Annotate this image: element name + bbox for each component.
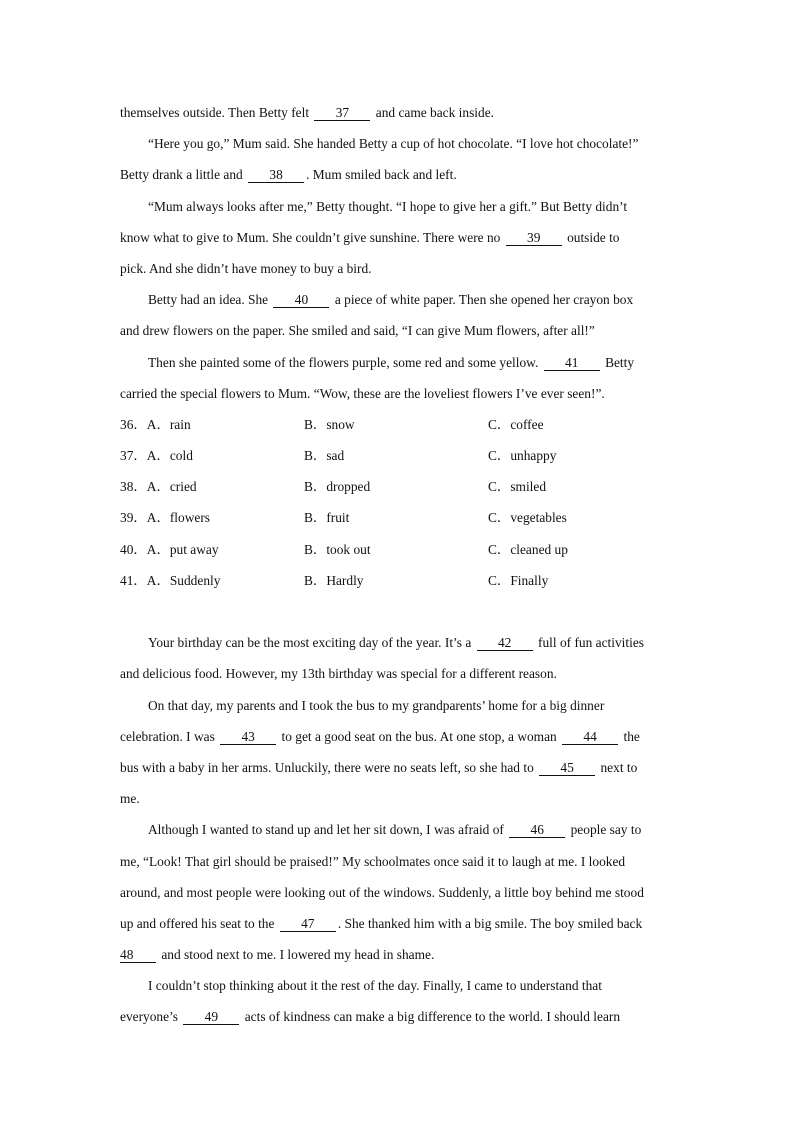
text-segment: and came back inside.: [375, 105, 494, 120]
passage1-line-9: [120, 347, 674, 378]
option-a: 40．A．put away: [120, 541, 219, 557]
text-segment: and stood next to me. I lowered my head in shame.: [161, 947, 435, 963]
passage2-line-3: On that day, my parents and I took the bus to my grandparents’ home for a big dinner: [148, 697, 605, 713]
passage2-line-4: [120, 721, 674, 752]
text-segment: bus with a baby in her arms. Unluckily, there were no seats left, so she had to: [120, 759, 534, 775]
option-c: C．cleaned up: [488, 541, 568, 557]
option-b: B．fruit: [304, 510, 350, 526]
passage1-line-8: and drew flowers on the paper. She smiled and said, “I can give Mum flowers, after all!”: [120, 323, 595, 339]
document-page: [120, 97, 674, 1033]
blank-49: 49: [183, 1009, 239, 1025]
text-segment: acts of kindness can make a big difference to the world. I should learn: [244, 1009, 621, 1025]
option-b: B．Hardly: [304, 572, 364, 588]
option-b: B．snow: [304, 416, 355, 432]
blank-48: 48: [120, 947, 156, 963]
passage2-line-2: and delicious food. However, my 13th birthday was special for a different reason.: [120, 666, 557, 682]
blank-43: 43: [220, 729, 276, 745]
text-segment: the: [623, 728, 640, 744]
option-a: 36．A．rain: [120, 416, 191, 432]
option-c: C．smiled: [488, 479, 547, 495]
passage1-line-7: [120, 284, 674, 315]
passage2-line-8: me, “Look! That girl should be praised!” My schoolmates once said it to laugh at me. I looked: [120, 853, 626, 869]
option-b: B．sad: [304, 448, 345, 464]
passage2-line-1: [120, 627, 674, 658]
text-segment: Betty drank a little and: [120, 167, 243, 183]
text-segment: next to: [600, 759, 638, 775]
option-c: C．vegetables: [488, 510, 567, 526]
passage2-line-7: [120, 814, 674, 845]
option-a: 38．A．cried: [120, 479, 197, 495]
text-segment: outside to: [567, 229, 620, 245]
option-b: B．took out: [304, 541, 371, 557]
passage2-line-9: around, and most people were looking out of the windows. Suddenly, a little boy behind me stood: [120, 884, 644, 900]
option-row-40: [120, 534, 674, 565]
passage1-line-1: [120, 97, 674, 128]
blank-40: 40: [273, 292, 329, 308]
blank-44: 44: [562, 729, 618, 745]
passage1-line-4: “Mum always looks after me,” Betty thought. “I hope to give her a gift.” But Betty didn’t: [148, 198, 628, 214]
option-row-38: [120, 471, 674, 502]
text-segment: . She thanked him with a big smile. The boy smiled back: [337, 915, 643, 931]
blank-38: 38: [248, 167, 304, 183]
text-segment: Betty had an idea. She: [148, 292, 269, 308]
option-a: 37．A．cold: [120, 448, 193, 464]
option-row-39: [120, 502, 674, 533]
text-segment: everyone’s: [120, 1009, 179, 1025]
option-row-36: [120, 409, 674, 440]
passage1-line-2: “Here you go,” Mum said. She handed Betty a cup of hot chocolate. “I love hot chocolate!”: [148, 136, 639, 152]
text-segment: people say to: [570, 822, 642, 838]
blank-47: 47: [280, 916, 336, 932]
text-segment: Then she painted some of the flowers purple, some red and some yellow.: [148, 354, 539, 370]
blank-45: 45: [539, 760, 595, 776]
blank-42: 42: [477, 635, 533, 651]
option-row-37: [120, 440, 674, 471]
blank-37: 37: [314, 105, 370, 121]
passage1-line-6: pick. And she didn’t have money to buy a bird.: [120, 260, 372, 276]
text-segment: Although I wanted to stand up and let her sit down, I was afraid of: [148, 822, 504, 838]
option-c: C．Finally: [488, 572, 549, 588]
passage1-line-10: carried the special flowers to Mum. “Wow, these are the loveliest flowers I’ve ever seen!”.: [120, 385, 605, 401]
passage1-line-5: [120, 222, 674, 253]
text-segment: full of fun activities: [538, 635, 644, 651]
passage2-line-11: [120, 939, 674, 970]
blank-39: 39: [506, 230, 562, 246]
option-row-41: [120, 565, 674, 596]
option-a: 41．A．Suddenly: [120, 572, 221, 588]
option-c: C．coffee: [488, 416, 544, 432]
passage2-line-13: [120, 1001, 674, 1032]
text-segment: to get a good seat on the bus. At one stop, a woman: [281, 728, 557, 744]
option-a: 39．A．flowers: [120, 510, 211, 526]
text-segment: . Mum smiled back and left.: [306, 167, 457, 183]
option-c: C．unhappy: [488, 448, 557, 464]
passage2-line-10: [120, 908, 674, 939]
passage2-line-12: I couldn’t stop thinking about it the rest of the day. Finally, I came to understand that: [148, 978, 602, 994]
section-spacer: [120, 596, 674, 627]
blank-46: 46: [509, 822, 565, 838]
text-segment: Your birthday can be the most exciting day of the year. It’s a: [148, 635, 472, 651]
passage2-line-5: [120, 752, 674, 783]
text-segment: up and offered his seat to the: [120, 915, 275, 931]
passage1-line-3: [120, 159, 674, 190]
text-segment: know what to give to Mum. She couldn’t give sunshine. There were no: [120, 229, 501, 245]
text-segment: a piece of white paper. Then she opened her crayon box: [334, 292, 634, 308]
text-segment: celebration. I was: [120, 728, 215, 744]
blank-41: 41: [544, 355, 600, 371]
text-segment: Betty: [605, 354, 635, 370]
passage2-line-6: me.: [120, 791, 140, 807]
option-b: B．dropped: [304, 479, 371, 495]
text-segment: themselves outside. Then Betty felt: [120, 105, 310, 120]
